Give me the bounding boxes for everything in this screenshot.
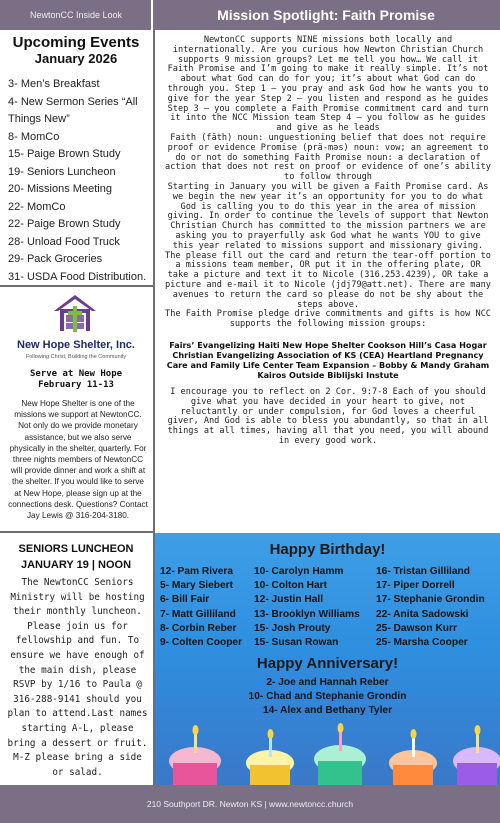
birthday-entry: 9- Colten Cooper — [160, 637, 243, 649]
cupcake-icon — [389, 729, 437, 785]
mission-groups-list: Fairs’ Evangelizing Haiti New Hope Shelter Cookson Hill’s Casa Hogar Christian Evangelizing Association of KS (CEA) Heartland Pregnancy Care and Family Life Center Team Expansion – Bobby & Mandy Graham Kairos Outside Biblijski Instute — [166, 339, 490, 380]
birthday-entry: 12- Justin Hall — [254, 594, 324, 606]
serve-dates: February 11-13 — [38, 380, 114, 390]
birthday-entry: 17- Stephanie Grondin — [376, 594, 485, 606]
seniors-title-line1: SENIORS LUNCHEON — [18, 543, 134, 555]
event-item: 4- New Sermon Series “All Things New” — [8, 95, 138, 125]
footer-address: 210 Southport DR. Newton KS | www.newtoncc.church — [146, 799, 354, 809]
mission-paragraph-card: Starting in January you will be given a Faith Promise card. As we begin the new year it’s an opportunity for you to do what God is calling you to do this year in the area of mission giving. In order to continue the levels of support that Newton Christian Church has committed to the mission partners we are asking you to prayerfully ask God what he wants YOU to give this year related to missions support and missionary giving. The please fill out the card and return the tear-off portion to a missions team member, OR put it in the offering plate, OR take a picture and text it to Nicole (316.253.4239), OR take a picture and e-mail it to Nicole (jdj79@att.net). There are many avenues to return the card so please do not be shy about the steps above. — [165, 181, 491, 310]
header-divider — [151, 0, 153, 30]
birthday-entry: 7- Matt Gilliland — [160, 608, 236, 620]
event-item: 22- Paige Brown Study — [8, 218, 121, 230]
birthday-entry: 15- Josh Prouty — [254, 622, 331, 634]
house-icon — [52, 294, 98, 334]
new-hope-serve-heading — [0, 369, 152, 391]
birthday-entry: 12- Pam Rivera — [160, 566, 234, 577]
cupcakes-illustration — [155, 723, 500, 785]
new-hope-tagline: Following Christ, Building the Community — [25, 354, 127, 360]
birthday-entry: 10- Carolyn Hamm — [254, 566, 344, 577]
cupcake-icon — [453, 725, 500, 785]
serve-line: Serve at New Hope — [29, 369, 123, 379]
new-hope-logo — [52, 294, 98, 334]
events-list — [0, 76, 152, 286]
birthday-entry: 15- Susan Rowan — [254, 637, 339, 649]
header-bar — [0, 0, 500, 30]
mission-paragraph-intro: NewtonCC supports NINE missions both locally and internationally. Are you curious how Newton Christian Church supports 9 mission groups? Let me tell you how… We call it Faith Promise and I’m going to make it really simple. It’s not about what God can do for you; it’s about what God can do through you. Step 1 – you pray and ask God how he wants you to give for the year Step 2 – you listen and respond as he guides Step 3 – you complete a Faith Promise commitment card and turn it into the NCC Mission team Step 4 – you follow as he guides and give as he leads — [167, 35, 489, 134]
mission-paragraph-scripture: I encourage you to reflect on 2 Cor. 9:7-8 Each of you should give what you have decided in your heart to give, not reluctantly or under compulsion, for God loves a cheerful giver, And God is able to bless you abundantly, so that in all things at all times, having all that you need, you will abound in every good work. — [167, 386, 489, 446]
birthday-title: Happy Birthday! — [269, 541, 386, 558]
inside-look-label: NewtonCC Inside Look — [29, 10, 123, 20]
anniversary-list — [155, 676, 500, 719]
anniversary-title: Happy Anniversary! — [256, 655, 399, 672]
seniors-body: The NewtonCC Seniors Ministry will be hosting their monthly luncheon. Please join us for fellowship and fun. To ensure we have enough of the main dish, please RSVP by 1/16 to Paula @ 316-288-9141 should you plan to attend.Last names starting A-L, please bring a dessert or fruit. M-Z please bring a side or salad. — [7, 577, 148, 778]
event-item: 3- Men’s Breakfast — [8, 78, 100, 90]
event-item: 20- Missions Meeting — [8, 183, 112, 195]
spotlight-title: Mission Spotlight: Faith Promise — [217, 7, 435, 23]
birthday-entry: 8- Corbin Reber — [160, 622, 237, 634]
anniversary-entry: 14- Alex and Bethany Tyler — [262, 705, 393, 717]
birthday-anniversary-panel — [155, 533, 500, 785]
cupcake-icon — [169, 725, 221, 785]
cupcake-icon — [246, 729, 294, 785]
new-hope-name: New Hope Shelter, Inc. — [17, 339, 135, 351]
birthday-entry: 13- Brooklyn Williams — [254, 608, 360, 620]
birthday-entry: 25- Marsha Cooper — [376, 637, 468, 649]
new-hope-section — [0, 286, 152, 530]
anniversary-entry: 2- Joe and Hannah Reber — [266, 677, 389, 688]
mission-article — [163, 36, 493, 526]
birthday-entry: 22- Anita Sadowski — [376, 608, 469, 620]
event-item: 8- MomCo — [8, 130, 60, 143]
anniversary-entry: 10- Chad and Stephanie Grondin — [248, 691, 407, 703]
events-month: January 2026 — [34, 51, 118, 66]
events-title: Upcoming Events — [12, 34, 140, 51]
birthday-column-3 — [376, 565, 485, 650]
mission-paragraph-definitions: Faith (fāth) noun: unguestioning belief that does not require proof or evidence Promise (prä-məs) noun: vow; an agreement to do or not do something Faith Promise noun: a declaration of action that does not rest on proof or evidence of one’s ability to follow through — [165, 132, 491, 183]
mission-paragraph-groups: The Faith Promise pledge drive commitments and gifts is how NCC supports the following mission groups: — [165, 309, 491, 330]
event-item: 31- USDA Food Distribution. — [8, 270, 147, 283]
event-item: 22- MomCo — [8, 200, 66, 213]
birthday-entry: 6- Bill Fair — [160, 594, 210, 606]
birthday-entry: 10- Colton Hart — [254, 580, 328, 592]
birthday-entry: 5- Mary Siebert — [160, 580, 234, 592]
birthday-entry: 16- Tristan Gilliland — [376, 566, 470, 577]
cupcake-icon — [314, 723, 366, 785]
event-item: 29- Pack Groceries — [8, 253, 103, 265]
upcoming-events — [0, 30, 152, 285]
birthday-entry: 25- Dawson Kurr — [376, 622, 457, 634]
birthday-entry: 17- Piper Dorrell — [376, 580, 455, 592]
event-item: 19- Seniors Luncheon — [8, 165, 116, 178]
seniors-title-line2: JANUARY 19 | NOON — [20, 559, 132, 571]
footer-bar — [0, 785, 500, 823]
seniors-title — [0, 541, 152, 573]
birthday-column-2 — [254, 565, 360, 650]
new-hope-body: New Hope Shelter is one of the missions we support at NewtonCC. Not only do we provide monetary assistance, but we also serve physically in the shelter, quarterly. For three nights members of NewtonCC will provide dinner and work a shift at the shelter. If you would like to serve at New Hope, please sign up at the connections desk. Questions? Contact Jay Lewis @ 316-204-3180. — [8, 399, 148, 521]
seniors-luncheon-section — [0, 533, 152, 783]
event-item: 28- Unload Food Truck — [8, 235, 120, 248]
birthday-column-1 — [160, 565, 242, 650]
event-item: 15- Paige Brown Study — [8, 148, 121, 160]
